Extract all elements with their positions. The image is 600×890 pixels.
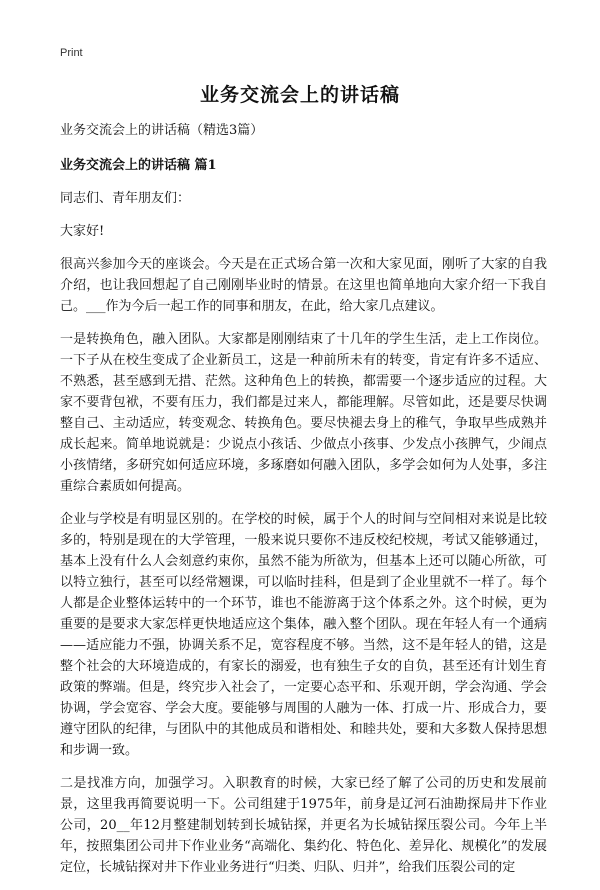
paragraph-2: 一是转换角色，融入团队。大家都是刚刚结束了十几年的学生生活，走上工作岗位。一下子从在校生变成了企业新员工，这是一种前所未有的转变，肯定有许多不适应、不熟悉，甚至感到无措、茫然。这种角色上的转换，都需要一个逐步适应的过程。大家不要背包袱，不要有压力，我们都是过来人，都能理解。尽管如此，还是要尽快调整自己、主动适应，转变观念、转换角色。要尽快褪去身上的稚气，争取早些成熟并成长起来。简单地说就是：少说点小孩话、少做点小孩事、少发点小孩脾气，少闹点小孩情绪，多研究如何适应环境，多琢磨如何融入团队，多学会如何为人处事，多注重综合素质如何提高。 xyxy=(60,332,547,494)
paragraph-3: 企业与学校是有明显区别的。在学校的时候，属于个人的时间与空间相对来说是比较多的，特别是现在的大学管理，一般来说只要你不违反校纪校规，考试又能够通过，基本上没有什么人会刻意约束你，虽然不能为所欲为，但基本上还可以随心所欲，可以特立独行，甚至可以经常翘课，可以临时挂科，但是到了企业里就不一样了。每个人都是企业整体运转中的一个环节，谁也不能游离于这个体系之外。这个时候，更为重要的是要求大家怎样更快地适应这个集体，融入整个团队。现在年轻人有一个通病——适应能力不强，协调关系不足，宽容程度不够。当然，这不是年轻人的错，这是整个社会的大环境造成的，有家长的溺爱，也有独生子女的自负，甚至还有计划生育政策的弊端。但是，终究步入社会了，一定要心态平和、乐观开朗，学会沟通、学会协调，学会宽容、学会大度。要能够与周围的人融为一体、打成一片、形成合力，要遵守团队的纪律，与团队中的其他成员和谐相处、和睦共处，要和大多数人保持思想和步调一致。 xyxy=(60,512,547,758)
document-subtitle: 业务交流会上的讲话稿（精选3篇） xyxy=(60,123,264,138)
document-title: 业务交流会上的讲话稿 xyxy=(199,84,400,106)
hello-line: 大家好! xyxy=(60,224,105,239)
paragraph-1: 很高兴参加今天的座谈会。今天是在正式场合第一次和大家见面，刚听了大家的自我介绍，也让我回想起了自己刚刚毕业时的情景。在这里也简单地向大家介绍一下我自己。___作为今后一起工作的同事和朋友，在此，给大家几点建议。 xyxy=(60,257,547,314)
paragraph-4: 二是找准方向，加强学习。入职教育的时候，大家已经了解了公司的历史和发展前景，这里我再简要说明一下。公司组建于1975年，前身是辽河石油勘探局井下作业公司，20__年12月整建制划转到长城钻探，并更名为长城钻探压裂公司。今年上半年，按照集团公司井下作业业务“高端化、集约化、特色化、差异化、规模化”的发展定位，长城钻探对井下作业业务进行“归类、归队、归并”，给我们压裂公司的定 xyxy=(60,776,547,875)
print-link[interactable]: Print xyxy=(60,47,83,59)
greeting-line: 同志们、青年朋友们： xyxy=(60,191,191,206)
section-heading: 业务交流会上的讲话稿 篇1 xyxy=(60,158,217,173)
document-body xyxy=(60,120,547,890)
